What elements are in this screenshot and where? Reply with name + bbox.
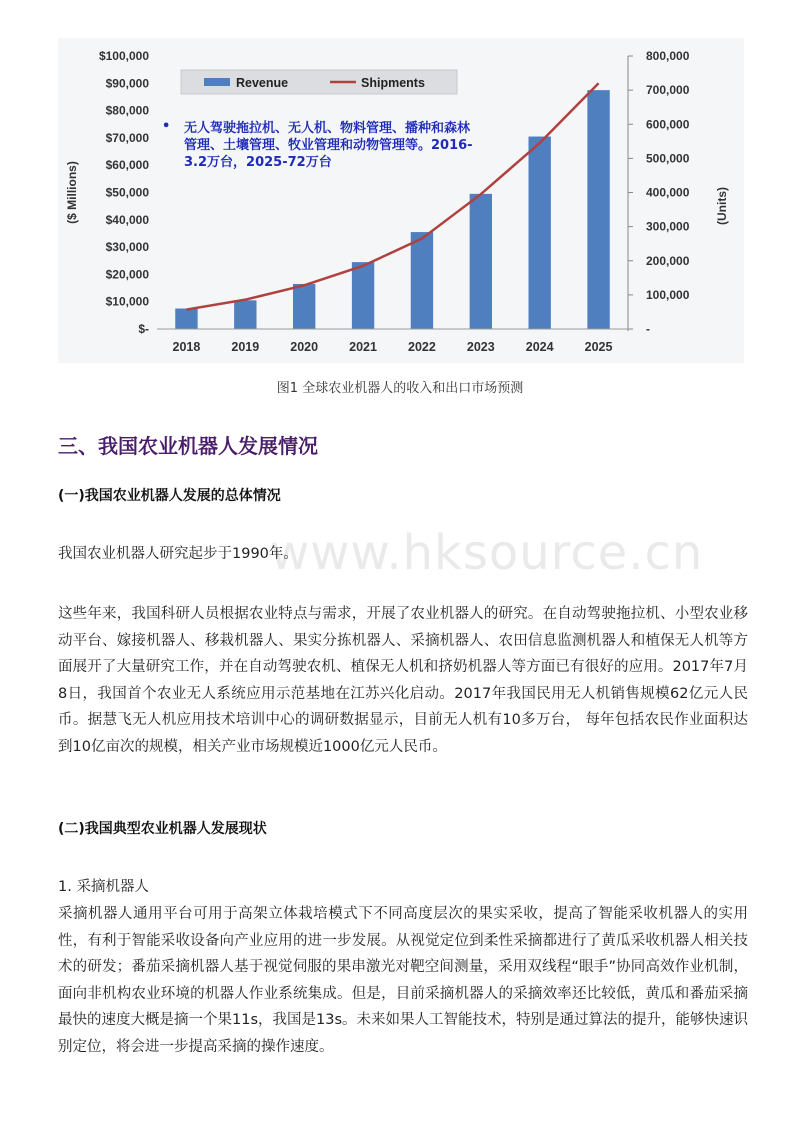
- y-tick-label: $100,000: [98, 49, 149, 63]
- y2-axis-title: (Units): [715, 187, 729, 225]
- revenue-bar: [587, 90, 609, 329]
- paragraph-picking: [58, 901, 748, 1060]
- y2-tick-label: -: [646, 322, 650, 336]
- x-tick-label: 2023: [466, 340, 495, 354]
- y2-tick-label: 600,000: [646, 117, 690, 132]
- list-item-picking-robot: [58, 874, 748, 901]
- y-axis-title: ($ Millions): [65, 161, 79, 224]
- legend-shipments-label: Shipments: [361, 76, 425, 90]
- x-tick-label: 2018: [172, 340, 201, 354]
- x-tick-label: 2022: [408, 340, 436, 354]
- revenue-bar: [529, 137, 551, 329]
- y-tick-label: $40,000: [105, 212, 149, 227]
- y2-tick-label: 400,000: [646, 185, 690, 200]
- y-tick-label: $-: [138, 322, 149, 336]
- list-item-text: 1. 采摘机器人: [58, 879, 149, 895]
- annotation-bullet: •: [162, 119, 171, 134]
- annotation-line: 无人驾驶拖拉机、无人机、物料管理、播种和森林: [184, 121, 471, 136]
- y2-tick-label: 300,000: [646, 219, 690, 234]
- x-tick-label: 2024: [525, 340, 554, 354]
- y-tick-label: $80,000: [105, 103, 149, 118]
- chart-canvas: [58, 38, 744, 363]
- y2-tick-label: 700,000: [646, 83, 690, 98]
- paragraph-text: 这些年来，我国科研人员根据农业特点与需求，开展了农业机器人的研究。在自动驾驶拖拉机、小型农业移动平台、嫁接机器人、移栽机器人、果实分拣机器人、采摘机器人、农田信息监测机器人和植保无人机等方面展开了大量研究工作，并在自动驾驶农机、植保无人机和挤奶机器人等方面已有很好的应用。2017年7月8日，我国首个农业无人系统应用示范基地在江苏兴化启动。2017年我国民用无人机销售规模62亿元人民币。据慧飞无人机应用技术培训中心的调研数据显示，目前无人机有10多万台， 每年包括农民作业面积达到10亿亩次的规模，相关产业市场规模近1000亿元人民币。: [58, 606, 748, 755]
- y-tick-label: $20,000: [105, 267, 149, 282]
- subheading-typical: (二)我国典型农业机器人发展现状: [58, 821, 267, 837]
- legend-bar-swatch: [204, 78, 230, 86]
- revenue-bar: [411, 232, 433, 329]
- y2-tick-label: 500,000: [646, 151, 690, 166]
- y2-tick-label: 200,000: [646, 253, 690, 268]
- revenue-bar: [293, 284, 315, 329]
- revenue-bar: [352, 262, 374, 329]
- y-tick-label: $50,000: [105, 185, 149, 200]
- y-tick-label: $10,000: [105, 294, 149, 309]
- x-tick-label: 2020: [290, 340, 319, 354]
- y2-tick-label: 100,000: [646, 287, 690, 302]
- section-heading: 三、我国农业机器人发展情况: [58, 434, 318, 458]
- x-tick-label: 2021: [349, 340, 377, 354]
- x-tick-label: 2025: [584, 340, 613, 354]
- revenue-bar: [175, 309, 197, 329]
- y-tick-label: $90,000: [105, 76, 149, 91]
- watermark: www.hksource.cn: [270, 525, 704, 581]
- y-tick-label: $70,000: [105, 130, 149, 145]
- revenue-bar: [234, 300, 256, 329]
- paragraph-intro: [58, 541, 748, 568]
- paragraph-research: [58, 601, 748, 760]
- annotation-line: 管理、土壤管理、牧业管理和动物管理等。2016-: [184, 138, 473, 153]
- figure-caption: 图1 全球农业机器人的收入和出口市场预测: [276, 381, 524, 396]
- subheading-overall: (一)我国农业机器人发展的总体情况: [58, 488, 281, 504]
- x-tick-label: 2019: [231, 340, 260, 354]
- annotation-line: 3.2万台，2025-72万台: [184, 155, 332, 170]
- y-tick-label: $30,000: [105, 240, 149, 255]
- revenue-bar: [470, 194, 492, 329]
- legend-revenue-label: Revenue: [236, 76, 289, 90]
- paragraph-text: 我国农业机器人研究起步于1990年。: [58, 546, 298, 562]
- market-forecast-chart: [58, 38, 744, 363]
- y2-tick-label: 800,000: [646, 49, 690, 63]
- y-tick-label: $60,000: [105, 158, 149, 173]
- paragraph-text: 采摘机器人通用平台可用于高架立体栽培模式下不同高度层次的果实采收，提高了智能采收机器人的实用性，有利于智能采收设备向产业应用的进一步发展。从视觉定位到柔性采摘都进行了黄瓜采收机器人相关技术的研发；番茄采摘机器人基于视觉伺服的果串激光对靶空间测量，采用双线程“眼手”协同高效作业机制，面向非机构农业环境的机器人作业系统集成。但是，目前采摘机器人的采摘效率还比较低，黄瓜和番茄采摘最快的速度大概是摘一个果11s，我国是13s。未来如果人工智能技术，特别是通过算法的提升，能够快速识别定位，将会进一步提高采摘的操作速度。: [58, 906, 749, 1055]
